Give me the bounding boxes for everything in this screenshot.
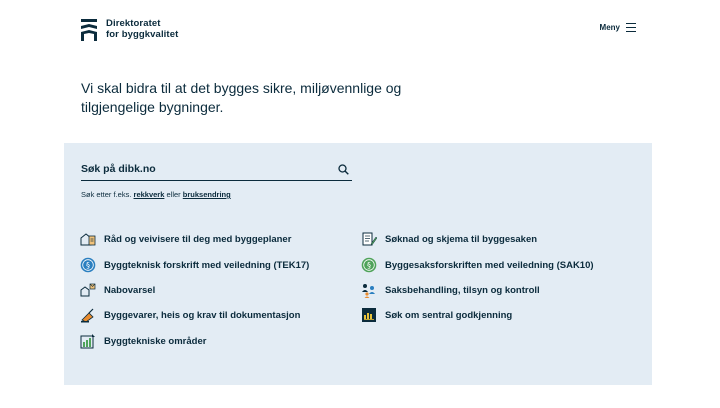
link-label: Søk om sentral godkjenning — [385, 309, 513, 321]
hint-prefix: Søk etter f.eks. — [81, 190, 132, 199]
house-guide-icon — [80, 231, 96, 247]
link-label: Råd og veivisere til deg med byggeplaner — [104, 233, 292, 245]
link-label: Nabovarsel — [104, 284, 156, 296]
svg-text:§: § — [86, 261, 90, 270]
link-label: Byggtekniske områder — [104, 335, 207, 347]
menu-button[interactable] — [600, 23, 636, 32]
link-label: Byggevarer, heis og krav til dokumentasjon — [104, 309, 301, 321]
paragraph-icon — [80, 257, 96, 273]
dibk-logo-icon — [81, 19, 97, 41]
link-byggtekniske-omrader[interactable] — [80, 333, 206, 349]
hint-middle: eller — [166, 190, 181, 199]
link-sak10[interactable] — [361, 257, 594, 273]
search-icon[interactable] — [338, 164, 349, 175]
application-form-icon — [361, 231, 377, 247]
search-box — [81, 158, 352, 181]
link-soknad-og-skjema[interactable] — [361, 231, 537, 247]
hero-text: Vi skal bidra til at det bygges sikre, miljøvennlige og tilgjengelige bygninger. — [81, 80, 402, 115]
link-label: Saksbehandling, tilsyn og kontroll — [385, 284, 540, 296]
svg-text:§: § — [367, 261, 371, 270]
link-label: Byggteknisk forskrift med veiledning (TEK17) — [104, 259, 310, 271]
link-label: Søknad og skjema til byggesaken — [385, 233, 538, 245]
site-header — [0, 0, 720, 62]
logo-line-1: Direktoratet — [106, 18, 161, 29]
menu-label: Meny — [599, 23, 620, 32]
site-logo[interactable] — [81, 18, 178, 41]
link-saksbehandling[interactable] — [361, 282, 540, 298]
search-input[interactable] — [81, 163, 321, 175]
hint-link-bruksendring[interactable]: bruksendring — [182, 190, 231, 199]
building-materials-icon — [80, 307, 96, 323]
paragraph-icon — [361, 257, 377, 273]
hint-link-rekkverk[interactable]: rekkverk — [133, 190, 165, 199]
search-panel — [64, 143, 652, 385]
logo-line-2: for byggkvalitet — [106, 29, 179, 40]
case-processing-icon — [361, 282, 377, 298]
link-label: Byggesaksforskriften med veiledning (SAK10) — [385, 259, 594, 271]
technical-areas-icon — [80, 333, 96, 349]
neighbor-notice-icon — [80, 282, 96, 298]
link-byggevarer[interactable] — [80, 307, 300, 323]
link-sentral-godkjenning[interactable] — [361, 307, 512, 323]
link-nabovarsel[interactable] — [80, 282, 155, 298]
link-rad-og-veivisere[interactable] — [80, 231, 291, 247]
hamburger-icon — [626, 23, 636, 32]
search-hint — [81, 190, 231, 199]
link-tek17[interactable] — [80, 257, 309, 273]
central-approval-icon — [361, 307, 377, 323]
